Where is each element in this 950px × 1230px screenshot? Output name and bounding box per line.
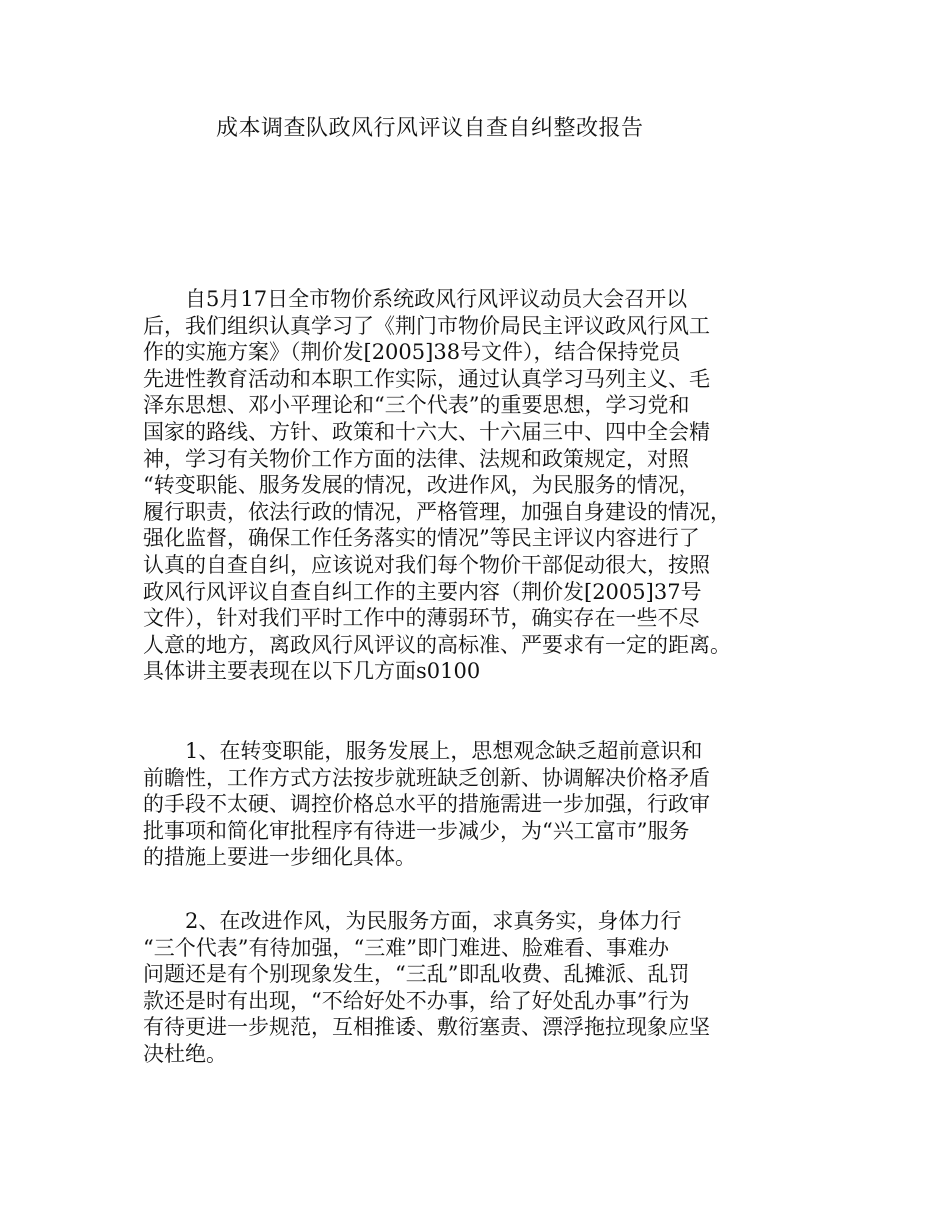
- text-line: 国家的路线、方针、政策和十六大、十六届三中、四中全会精: [143, 419, 710, 444]
- text-line: 神，学习有关物价工作方面的法律、法规和政策规定，对照: [143, 446, 689, 471]
- text-line: 先进性教育活动和本职工作实际，通过认真学习马列主义、毛: [143, 366, 710, 391]
- document-title: 成本调查队政风行风评议自查自纠整改报告: [216, 116, 644, 141]
- text-line: 自5月17日全市物价系统政风行风评议动员大会召开以: [143, 287, 688, 311]
- text-line: 有待更进一步规范，互相推诿、敷衍塞责、漂浮拖拉现象应坚: [143, 1015, 710, 1040]
- text-line: 前瞻性，工作方式方法按步就班缺乏创新、协调解决价格矛盾: [143, 765, 710, 790]
- text-line: 的措施上要进一步细化具体。: [143, 845, 416, 870]
- text-line: 人意的地方，离政风行风评议的高标准、严要求有一定的距离。: [143, 632, 731, 657]
- text-line: 政风行风评议自查自纠工作的主要内容（荆价发[2005]37号: [143, 579, 702, 604]
- text-line: 强化监督，确保工作任务落实的情况”等民主评议内容进行了: [143, 526, 700, 551]
- paragraph-item-1: [143, 738, 833, 871]
- text-line: 后，我们组织认真学习了《荆门市物价局民主评议政风行风工: [143, 313, 710, 338]
- text-line: “三个代表”有待加强，“三难”即门难进、脸难看、事难办: [143, 935, 669, 960]
- paragraph-item-2: [143, 908, 833, 1068]
- text-line: 款还是时有出现，“不给好处不办事，给了好处乱办事”行为: [143, 988, 690, 1013]
- text-line: 2、在改进作风，为民服务方面，求真务实，身体力行: [143, 909, 682, 933]
- text-line: 泽东思想、邓小平理论和“三个代表”的重要思想，学习党和: [143, 393, 690, 418]
- paragraph-intro: [143, 286, 833, 685]
- text-line: 认真的自查自纠，应该说对我们每个物价干部促动很大，按照: [143, 552, 710, 577]
- text-line: 文件），针对我们平时工作中的薄弱环节，确实存在一些不尽: [143, 606, 700, 631]
- text-line: 具体讲主要表现在以下几方面s0100: [143, 659, 481, 684]
- text-line: “转变职能、服务发展的情况，改进作风，为民服务的情况，: [143, 473, 700, 498]
- text-line: 批事项和简化审批程序有待进一步减少，为“兴工富市”服务: [143, 818, 690, 843]
- text-line: 的手段不太硬、调控价格总水平的措施需进一步加强，行政审: [143, 792, 710, 817]
- text-line: 问题还是有个别现象发生，“三乱”即乱收费、乱摊派、乱罚: [143, 962, 690, 987]
- text-line: 决杜绝。: [143, 1041, 227, 1066]
- text-line: 履行职责，依法行政的情况，严格管理，加强自身建设的情况，: [143, 499, 731, 524]
- text-line: 作的实施方案》（荆价发[2005]38号文件），结合保持党员: [143, 340, 681, 365]
- text-line: 1、在转变职能，服务发展上，思想观念缺乏超前意识和: [143, 739, 703, 763]
